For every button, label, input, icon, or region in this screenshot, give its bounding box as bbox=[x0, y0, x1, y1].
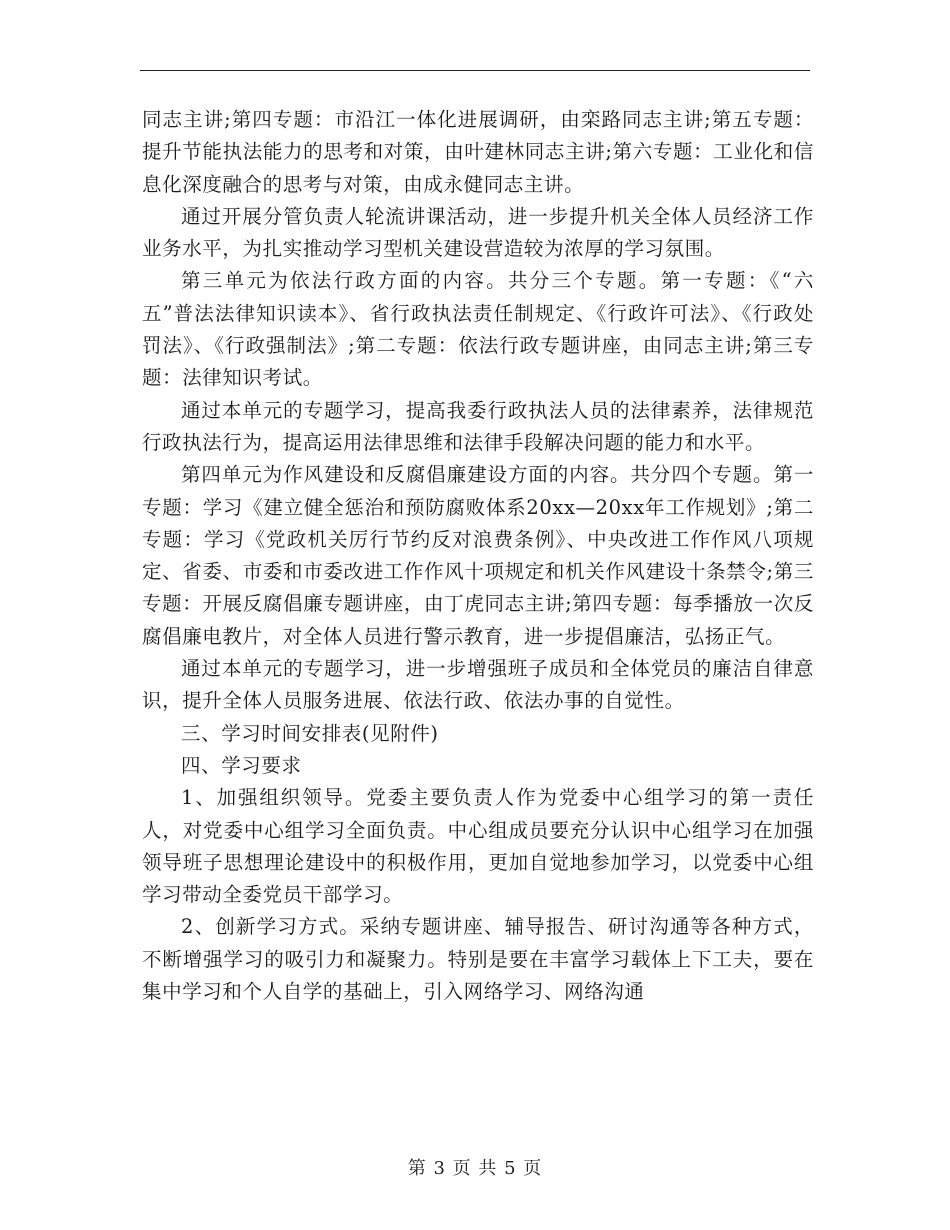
paragraph: 通过本单元的专题学习，进一步增强班子成员和全体党员的廉洁自律意识，提升全体人员服务进展、依法行政、依法办事的自觉性。 bbox=[142, 657, 814, 713]
document-body bbox=[142, 104, 814, 1008]
paragraph: 1、加强组织领导。党委主要负责人作为党委中心组学习的第一责任人，对党委中心组学习全面负责。中心组成员要充分认识中心组学习在加强领导班子思想理论建设中的积极作用，更加自觉地参加学习，以党委中心组学习带动全委党员干部学习。 bbox=[142, 786, 814, 907]
section-heading: 三、学习时间安排表(见附件) bbox=[181, 721, 439, 745]
paragraph: 通过开展分管负责人轮流讲课活动，进一步提升机关全体人员经济工作业务水平，为扎实推动学习型机关建设营造较为浓厚的学习氛围。 bbox=[142, 204, 814, 261]
header-rule bbox=[140, 70, 810, 71]
paragraph: 通过本单元的专题学习，提高我委行政执法人员的法律素养，法律规范行政执法行为，提高运用法律思维和法律手段解决问题的能力和水平。 bbox=[142, 398, 814, 454]
paragraph: 同志主讲;第四专题：市沿江一体化进展调研，由栾路同志主讲;第五专题：提升节能执法能力的思考和对策，由叶建林同志主讲;第六专题：工业化和信息化深度融合的思考与对策，由成永健同志主讲。 bbox=[142, 108, 814, 196]
paragraph: 第三单元为依法行政方面的内容。共分三个专题。第一专题：《“六五”普法法律知识读本》、省行政执法责任制规定、《行政许可法》、《行政处罚法》、《行政强制法》;第二专题：依法行政专题讲座，由同志主讲;第三专题：法律知识考试。 bbox=[142, 269, 814, 390]
section-heading: 四、学习要求 bbox=[181, 753, 302, 777]
paragraph: 2、创新学习方式。采纳专题讲座、辅导报告、研讨沟通等各种方式，不断增强学习的吸引力和凝聚力。特别是要在丰富学习载体上下工夫，要在集中学习和个人自学的基础上，引入网络学习、网络沟通 bbox=[142, 915, 814, 1004]
page-number-footer: 第 3 页 共 5 页 bbox=[407, 1158, 543, 1179]
paragraph: 第四单元为作风建设和反腐倡廉建设方面的内容。共分四个专题。第一专题：学习《建立健全惩治和预防腐败体系20xx—20xx年工作规划》;第二专题：学习《党政机关厉行节约反对浪费条例》、中央改进工作作风八项规定、省委、市委和市委改进工作作风十项规定和机关作风建设十条禁令;第三专题：开展反腐倡廉专题讲座，由丁虎同志主讲;第四专题：每季播放一次反腐倡廉电教片，对全体人员进行警示教育，进一步提倡廉洁，弘扬正气。 bbox=[142, 463, 814, 648]
